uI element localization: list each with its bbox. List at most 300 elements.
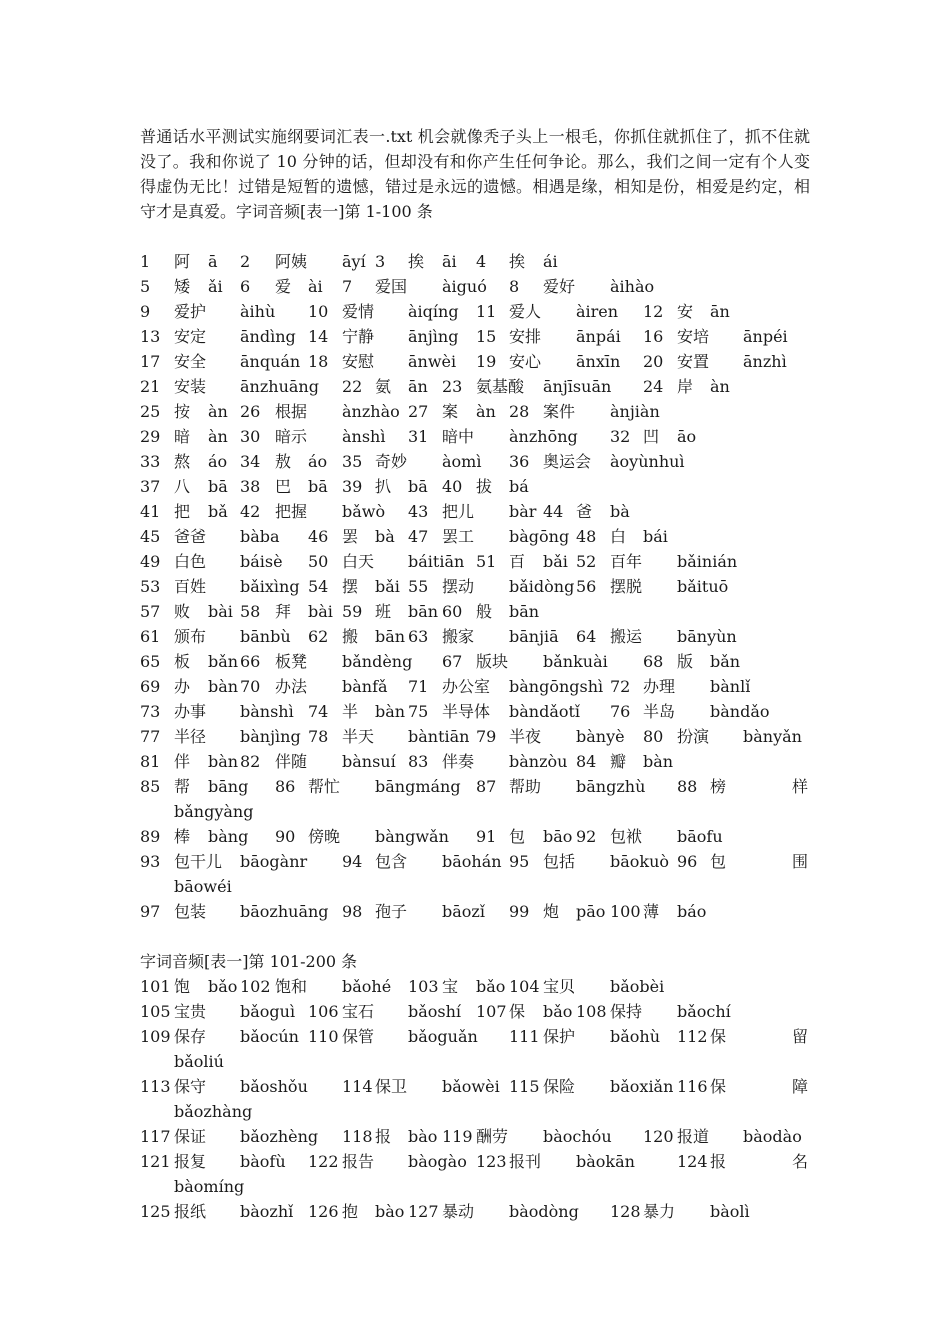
- vocab-cell: 障: [792, 1077, 809, 1096]
- vocab-cell: 百: [509, 552, 526, 571]
- vocab-cell: 22: [342, 377, 363, 396]
- vocab-cell: bàngwǎn: [375, 827, 449, 846]
- vocab-cell: 71: [408, 677, 429, 696]
- vocab-cell: ànjiàn: [610, 402, 660, 421]
- vocab-row: [140, 474, 810, 499]
- vocab-cell: 108: [576, 1002, 607, 1021]
- vocab-cell: bá: [509, 477, 529, 496]
- vocab-cell: 41: [140, 502, 161, 521]
- vocab-cell: 薄: [643, 902, 660, 921]
- vocab-cell: bàolì: [710, 1202, 750, 1221]
- vocab-cell: 围: [792, 852, 809, 871]
- vocab-cell: 31: [408, 427, 429, 446]
- vocab-cell: bànyǎn: [743, 727, 802, 746]
- vocab-cell: áo: [308, 452, 328, 471]
- vocab-cell: 保存: [174, 1027, 207, 1046]
- vocab-cell: 85: [140, 777, 161, 796]
- vocab-cell: 84: [576, 752, 597, 771]
- vocab-cell: āyí: [342, 252, 366, 271]
- vocab-cell: 帮助: [509, 777, 542, 796]
- vocab-cell: bàomíng: [174, 1177, 245, 1196]
- vocab-cell: bàochóu: [543, 1127, 612, 1146]
- vocab-cell: 80: [643, 727, 664, 746]
- vocab-cell: bǎi: [375, 577, 400, 596]
- vocab-cell: 酬劳: [476, 1127, 509, 1146]
- vocab-cell: āo: [677, 427, 697, 446]
- vocab-cell: 45: [140, 527, 161, 546]
- vocab-cell: 保: [509, 1002, 526, 1021]
- vocab-row: [140, 674, 810, 699]
- vocab-cell: 118: [342, 1127, 373, 1146]
- vocab-cell: 5: [140, 277, 151, 296]
- vocab-cell: 97: [140, 902, 161, 921]
- vocab-cell: 16: [643, 327, 664, 346]
- vocab-cell: 宝贵: [174, 1002, 207, 1021]
- vocab-cell: 办: [174, 677, 191, 696]
- vocab-cell: 26: [240, 402, 261, 421]
- vocab-cell: 把: [174, 502, 191, 521]
- vocab-cell: 保持: [610, 1002, 643, 1021]
- vocab-cell: 半导体: [442, 702, 491, 721]
- vocab-cell: 白色: [174, 552, 207, 571]
- vocab-cell: bǎinián: [677, 552, 738, 571]
- vocab-cell: 95: [509, 852, 530, 871]
- vocab-cell: 帮忙: [308, 777, 341, 796]
- vocab-cell: 70: [240, 677, 261, 696]
- vocab-cell: 瓣: [610, 752, 627, 771]
- vocab-cell: bàn: [375, 702, 406, 721]
- vocab-cell: bāowéi: [174, 877, 232, 896]
- vocab-cell: bàodòng: [509, 1202, 579, 1221]
- vocab-cell: 93: [140, 852, 161, 871]
- vocab-cell: 保: [710, 1027, 727, 1046]
- vocab-cell: bāngmáng: [375, 777, 461, 796]
- vocab-cell: bǎ: [208, 502, 228, 521]
- vocab-cell: 111: [509, 1027, 540, 1046]
- vocab-cell: 包装: [174, 902, 207, 921]
- vocab-cell: 113: [140, 1077, 171, 1096]
- vocab-cell: ān: [710, 302, 730, 321]
- vocab-row: [140, 449, 810, 474]
- vocab-cell: 72: [610, 677, 631, 696]
- vocab-cell: bǎn: [208, 652, 239, 671]
- vocab-cell: 报: [375, 1127, 392, 1146]
- vocab-cell: bǎozhèng: [240, 1127, 319, 1146]
- vocab-cell: 9: [140, 302, 151, 321]
- vocab-cell: 29: [140, 427, 161, 446]
- vocab-cell: bàndǎo: [710, 702, 770, 721]
- vocab-row: [140, 899, 810, 924]
- vocab-cell: 安定: [174, 327, 207, 346]
- vocab-cell: 爱好: [543, 277, 576, 296]
- vocab-cell: bāo: [543, 827, 573, 846]
- vocab-cell: 报复: [174, 1152, 207, 1171]
- vocab-cell: 名: [792, 1152, 809, 1171]
- vocab-cell: bānbù: [240, 627, 291, 646]
- vocab-cell: 24: [643, 377, 664, 396]
- vocab-cell: bàng: [208, 827, 249, 846]
- vocab-cell: 拔: [476, 477, 493, 496]
- vocab-cell: bā: [408, 477, 428, 496]
- vocab-cell: 25: [140, 402, 161, 421]
- vocab-cell: bǎoxiǎn: [610, 1077, 674, 1096]
- vocab-cell: 122: [308, 1152, 339, 1171]
- vocab-cell: bàn: [208, 677, 239, 696]
- vocab-cell: 奥运会: [543, 452, 592, 471]
- vocab-cell: 报告: [342, 1152, 375, 1171]
- vocab-row: [140, 824, 810, 849]
- vocab-cell: bàodào: [743, 1127, 802, 1146]
- vocab-cell: 宁静: [342, 327, 375, 346]
- vocab-cell: 1: [140, 252, 151, 271]
- vocab-cell: bǎi: [543, 552, 568, 571]
- vocab-cell: 傍晚: [308, 827, 341, 846]
- vocab-cell: 126: [308, 1202, 339, 1221]
- vocab-cell: 摆动: [442, 577, 475, 596]
- vocab-cell: bǎwò: [342, 502, 386, 521]
- vocab-cell: 96: [677, 852, 698, 871]
- vocab-cell: 123: [476, 1152, 507, 1171]
- vocab-cell: 101: [140, 977, 171, 996]
- vocab-cell: bǎituō: [677, 577, 729, 596]
- vocab-cell: 121: [140, 1152, 171, 1171]
- vocab-cell: 58: [240, 602, 261, 621]
- vocab-cell: 巴: [275, 477, 292, 496]
- vocab-cell: 办法: [275, 677, 308, 696]
- vocab-cell: 49: [140, 552, 161, 571]
- vocab-cell: 饱: [174, 977, 191, 996]
- vocab-cell: 12: [643, 302, 664, 321]
- vocab-cell: bànfǎ: [342, 677, 388, 696]
- vocab-cell: bǎocún: [240, 1027, 299, 1046]
- vocab-cell: 37: [140, 477, 161, 496]
- vocab-cell: 109: [140, 1027, 171, 1046]
- vocab-cell: 孢子: [375, 902, 408, 921]
- vocab-cell: 99: [509, 902, 530, 921]
- blank-line: [140, 224, 810, 249]
- vocab-row: [140, 274, 810, 299]
- vocab-cell: 保护: [543, 1027, 576, 1046]
- vocab-cell: 保卫: [375, 1077, 408, 1096]
- vocab-cell: 18: [308, 352, 329, 371]
- vocab-row: [140, 774, 810, 824]
- vocab-row: [140, 1124, 810, 1149]
- vocab-cell: 板凳: [275, 652, 308, 671]
- vocab-row: [140, 374, 810, 399]
- vocab-row: [140, 849, 810, 899]
- vocab-cell: bàba: [240, 527, 280, 546]
- vocab-cell: 扮演: [677, 727, 710, 746]
- vocab-cell: 54: [308, 577, 329, 596]
- vocab-cell: 搬家: [442, 627, 475, 646]
- vocab-cell: bǎndèng: [342, 652, 413, 671]
- vocab-cell: ànzhōng: [509, 427, 578, 446]
- vocab-cell: 爱护: [174, 302, 207, 321]
- vocab-cell: 包袱: [610, 827, 643, 846]
- vocab-cell: 3: [375, 252, 386, 271]
- vocab-cell: 39: [342, 477, 363, 496]
- vocab-cell: 氨基酸: [476, 377, 525, 396]
- vocab-cell: 宝石: [342, 1002, 375, 1021]
- vocab-cell: 2: [240, 252, 251, 271]
- vocab-cell: 98: [342, 902, 363, 921]
- vocab-row: [140, 724, 810, 749]
- blank-line: [140, 924, 810, 949]
- vocab-cell: 饱和: [275, 977, 308, 996]
- vocab-cell: bào: [408, 1127, 438, 1146]
- vocab-cell: 爸: [576, 502, 593, 521]
- vocab-cell: bāng: [208, 777, 249, 796]
- vocab-cell: bǎozhàng: [174, 1102, 253, 1121]
- vocab-cell: bǎo: [208, 977, 238, 996]
- vocab-cell: ànzhào: [342, 402, 400, 421]
- vocab-cell: 爱: [275, 277, 292, 296]
- vocab-cell: 127: [408, 1202, 439, 1221]
- vocab-cell: 报刊: [509, 1152, 542, 1171]
- vocab-cell: 32: [610, 427, 631, 446]
- vocab-cell: 敖: [275, 452, 292, 471]
- vocab-cell: 17: [140, 352, 161, 371]
- intro-paragraph: 普通话水平测试实施纲要词汇表一.txt 机会就像秃子头上一根毛，你抓住就抓住了，抓不住就没了。我和你说了 10 分钟的话，但却没有和你产生任何争论。那么，我们之间一定有个人变得虚伪无比！过错是短暂的遗憾，错过是永远的遗憾。相遇是缘，相知是份，相爱是约定，相守才是真爱。字词音频[表一]第 1-100 条: [140, 127, 810, 221]
- vocab-cell: 办理: [643, 677, 676, 696]
- vocab-cell: 办公室: [442, 677, 491, 696]
- vocab-cell: bǎoliú: [174, 1052, 224, 1071]
- vocab-cell: 保守: [174, 1077, 207, 1096]
- vocab-cell: bā: [208, 477, 228, 496]
- vocab-cell: bànyè: [576, 727, 625, 746]
- vocab-cell: 摆: [342, 577, 359, 596]
- vocab-row: [140, 1149, 810, 1199]
- vocab-cell: pāo: [576, 902, 606, 921]
- vocab-cell: ānzhuāng: [240, 377, 319, 396]
- vocab-cell: 119: [442, 1127, 473, 1146]
- vocab-cell: 安心: [509, 352, 542, 371]
- vocab-cell: 矮: [174, 277, 191, 296]
- vocab-cell: 83: [408, 752, 429, 771]
- vocab-cell: bǎidòng: [509, 577, 575, 596]
- vocab-cell: 60: [442, 602, 463, 621]
- vocab-cell: bǎoguì: [240, 1002, 296, 1021]
- vocab-cell: bànshì: [240, 702, 294, 721]
- vocab-cell: àiqíng: [408, 302, 459, 321]
- vocab-cell: 89: [140, 827, 161, 846]
- vocab-cell: bào: [375, 1202, 405, 1221]
- vocab-cell: 把儿: [442, 502, 475, 521]
- vocab-cell: àiguó: [442, 277, 487, 296]
- vocab-cell: 把握: [275, 502, 308, 521]
- vocab-cell: 105: [140, 1002, 171, 1021]
- vocab-cell: 81: [140, 752, 161, 771]
- vocab-cell: bàogào: [408, 1152, 467, 1171]
- vocab-cell: 半径: [174, 727, 207, 746]
- vocab-cell: bǎobèi: [610, 977, 665, 996]
- vocab-cell: 43: [408, 502, 429, 521]
- vocab-cell: bǎo: [543, 1002, 573, 1021]
- vocab-cell: bǎohé: [342, 977, 392, 996]
- vocab-cell: 包含: [375, 852, 408, 871]
- vocab-cell: bǎngyàng: [174, 802, 254, 821]
- vocab-cell: 13: [140, 327, 161, 346]
- vocab-cell: 包: [509, 827, 526, 846]
- vocab-cell: báo: [677, 902, 707, 921]
- vocab-cell: 112: [677, 1027, 708, 1046]
- vocab-cell: 案件: [543, 402, 576, 421]
- vocab-cell: 10: [308, 302, 329, 321]
- vocab-cell: 帮: [174, 777, 191, 796]
- vocab-cell: 暴动: [442, 1202, 475, 1221]
- vocab-cell: 67: [442, 652, 463, 671]
- vocab-cell: 100: [610, 902, 641, 921]
- vocab-cell: 挨: [509, 252, 526, 271]
- vocab-cell: bǎohù: [610, 1027, 661, 1046]
- vocab-cell: bànlǐ: [710, 677, 751, 696]
- vocab-cell: 案: [442, 402, 459, 421]
- vocab-cell: 21: [140, 377, 161, 396]
- vocab-cell: ānwèi: [408, 352, 457, 371]
- vocab-cell: 30: [240, 427, 261, 446]
- vocab-cell: 78: [308, 727, 329, 746]
- vocab-cell: 88: [677, 777, 698, 796]
- vocab-cell: 阿: [174, 252, 191, 271]
- vocab-row: [140, 624, 810, 649]
- vocab-cell: 保: [710, 1077, 727, 1096]
- vocab-cell: 半夜: [509, 727, 542, 746]
- vocab-cell: bàn: [208, 752, 239, 771]
- vocab-cell: bàn: [643, 752, 674, 771]
- vocab-cell: ānpái: [576, 327, 621, 346]
- vocab-cell: 14: [308, 327, 329, 346]
- vocab-cell: 38: [240, 477, 261, 496]
- vocab-cell: 伴: [174, 752, 191, 771]
- vocab-cell: 128: [610, 1202, 641, 1221]
- vocab-cell: 安置: [677, 352, 710, 371]
- vocab-row: [140, 1199, 810, 1224]
- vocab-cell: 暗: [174, 427, 191, 446]
- vocab-cell: bǎixìng: [240, 577, 300, 596]
- vocab-cell: bànzòu: [509, 752, 568, 771]
- vocab-cell: 15: [476, 327, 497, 346]
- vocab-cell: 68: [643, 652, 664, 671]
- vocab-cell: 包: [710, 852, 727, 871]
- document-page: [140, 124, 810, 1224]
- vocab-cell: 104: [509, 977, 540, 996]
- vocab-cell: 51: [476, 552, 497, 571]
- vocab-cell: bái: [643, 527, 668, 546]
- vocab-cell: 按: [174, 402, 191, 421]
- vocab-cell: 106: [308, 1002, 339, 1021]
- vocab-cell: 氨: [375, 377, 392, 396]
- vocab-cell: áo: [208, 452, 228, 471]
- vocab-cell: 保险: [543, 1077, 576, 1096]
- vocab-cell: 安排: [509, 327, 542, 346]
- vocab-cell: 8: [509, 277, 520, 296]
- vocab-cell: bàofù: [240, 1152, 286, 1171]
- vocab-cell: bànjìng: [240, 727, 301, 746]
- vocab-cell: bàozhǐ: [240, 1202, 294, 1221]
- vocab-cell: 罢工: [442, 527, 475, 546]
- vocab-cell: 暗示: [275, 427, 308, 446]
- vocab-cell: báitiān: [408, 552, 465, 571]
- vocab-row: [140, 349, 810, 374]
- vocab-cell: 77: [140, 727, 161, 746]
- vocab-cell: ǎi: [208, 277, 223, 296]
- vocab-cell: bǎn: [710, 652, 741, 671]
- vocab-cell: 抱: [342, 1202, 359, 1221]
- vocab-cell: 挨: [408, 252, 425, 271]
- vocab-cell: bàndǎotǐ: [509, 702, 581, 721]
- vocab-cell: 53: [140, 577, 161, 596]
- vocab-cell: bāozǐ: [442, 902, 485, 921]
- vocab-cell: àn: [710, 377, 730, 396]
- vocab-cell: 百姓: [174, 577, 207, 596]
- vocab-cell: 55: [408, 577, 429, 596]
- vocab-cell: bān: [375, 627, 406, 646]
- vocab-cell: 百年: [610, 552, 643, 571]
- vocab-cell: 11: [476, 302, 497, 321]
- vocabulary-list-101-200: [140, 974, 810, 1224]
- vocab-cell: 50: [308, 552, 329, 571]
- vocab-cell: 73: [140, 702, 161, 721]
- vocab-cell: 92: [576, 827, 597, 846]
- vocab-cell: 44: [543, 502, 564, 521]
- vocab-cell: 27: [408, 402, 429, 421]
- vocab-cell: àoyùnhuì: [610, 452, 685, 471]
- vocab-cell: ānjīsuān: [543, 377, 612, 396]
- vocab-cell: 伴奏: [442, 752, 475, 771]
- vocab-cell: 伴随: [275, 752, 308, 771]
- vocab-cell: bà: [375, 527, 395, 546]
- vocab-cell: àihù: [240, 302, 276, 321]
- vocab-cell: 包括: [543, 852, 576, 871]
- vocab-cell: 爱国: [375, 277, 408, 296]
- vocab-cell: 23: [442, 377, 463, 396]
- vocab-cell: 116: [677, 1077, 708, 1096]
- vocab-row: [140, 499, 810, 524]
- vocab-cell: 样: [792, 777, 809, 796]
- vocab-cell: àn: [208, 427, 228, 446]
- vocab-cell: 拜: [275, 602, 292, 621]
- vocab-cell: āndìng: [240, 327, 296, 346]
- vocab-cell: 82: [240, 752, 261, 771]
- vocab-cell: bāofu: [677, 827, 723, 846]
- vocab-cell: bǎochí: [677, 1002, 731, 1021]
- vocab-cell: ānjìng: [408, 327, 459, 346]
- vocab-cell: àomì: [442, 452, 482, 471]
- vocab-cell: 40: [442, 477, 463, 496]
- vocab-cell: 报: [710, 1152, 727, 1171]
- vocab-cell: 半: [342, 702, 359, 721]
- vocab-row: [140, 549, 810, 574]
- vocab-cell: 56: [576, 577, 597, 596]
- vocab-cell: 63: [408, 627, 429, 646]
- vocab-row: [140, 324, 810, 349]
- vocab-cell: 69: [140, 677, 161, 696]
- vocab-cell: bā: [308, 477, 328, 496]
- vocab-cell: 6: [240, 277, 251, 296]
- vocab-cell: bān: [509, 602, 540, 621]
- vocab-row: [140, 1074, 810, 1124]
- vocab-cell: 91: [476, 827, 497, 846]
- vocab-cell: 28: [509, 402, 530, 421]
- vocab-cell: 79: [476, 727, 497, 746]
- vocab-cell: 36: [509, 452, 530, 471]
- vocab-cell: 保证: [174, 1127, 207, 1146]
- vocab-cell: 57: [140, 602, 161, 621]
- vocab-cell: ānpéi: [743, 327, 788, 346]
- vocab-cell: 安: [677, 302, 694, 321]
- vocab-cell: bàr: [509, 502, 537, 521]
- vocab-cell: ànshì: [342, 427, 386, 446]
